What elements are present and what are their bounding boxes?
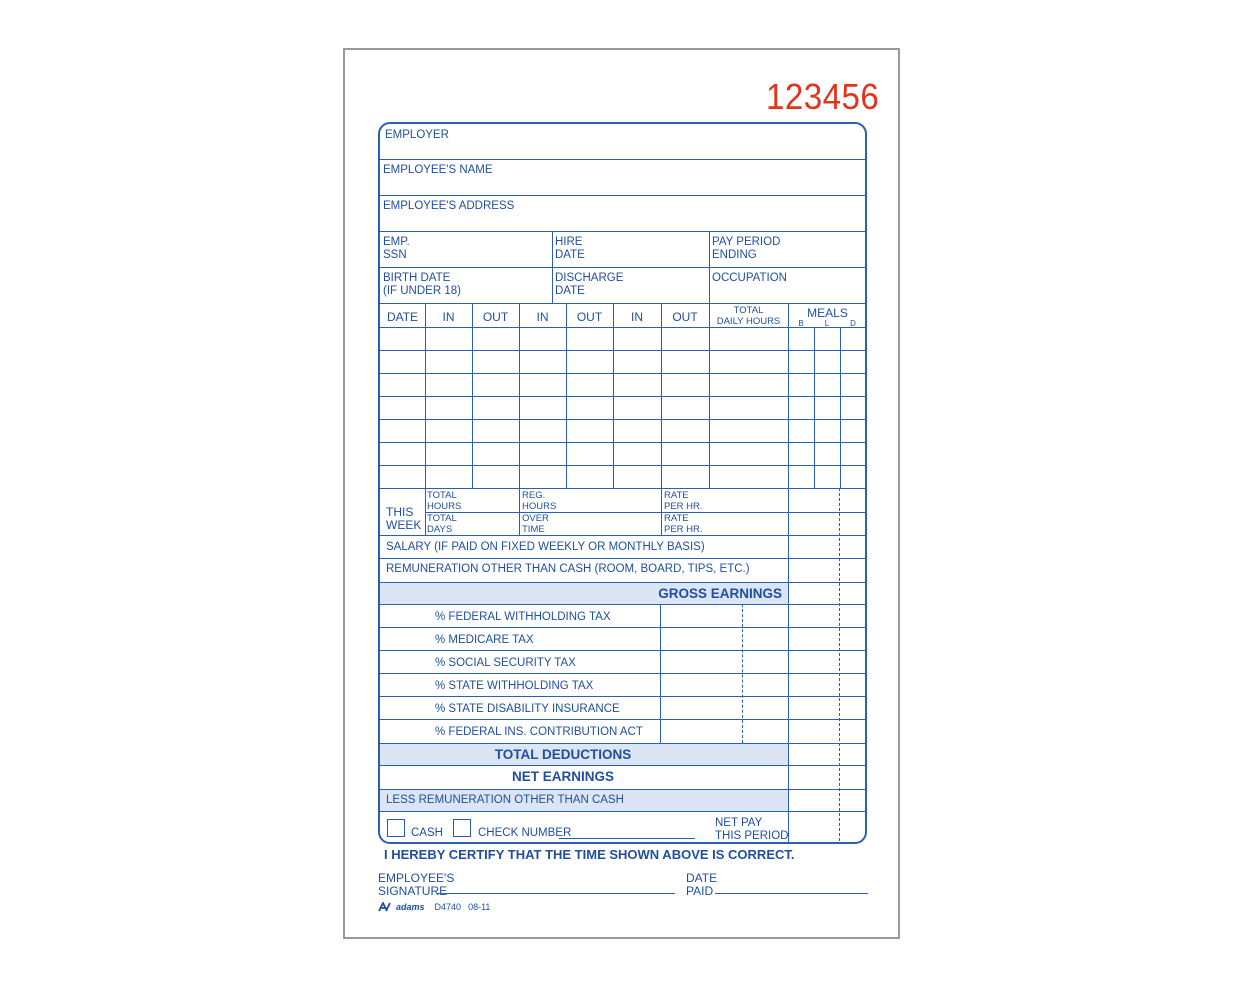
col-date: DATE: [386, 310, 419, 324]
gross-earnings-label: GROSS EARNINGS: [658, 586, 782, 601]
birth-date-label: BIRTH DATE (IF UNDER 18): [383, 272, 461, 297]
col-in-1: IN: [442, 310, 455, 324]
total-days-label: TOTAL DAYS: [427, 513, 457, 535]
col-total-daily-hours: TOTAL DAILY HOURS: [716, 305, 781, 327]
certify-statement: I HEREBY CERTIFY THAT THE TIME SHOWN ABOVE IS CORRECT.: [384, 847, 795, 862]
pay-record-form: [378, 122, 867, 844]
pay-period-ending-label: PAY PERIOD ENDING: [712, 236, 781, 261]
signature-line[interactable]: [437, 893, 675, 894]
serial-number: 123456: [766, 76, 880, 117]
deduction-federal-withholding: % FEDERAL WITHHOLDING TAX: [435, 611, 611, 623]
date-paid-label: DATE PAID: [686, 871, 718, 898]
reg-hours-label: REG. HOURS: [522, 490, 557, 512]
rate-per-hr-1-label: RATE PER HR.: [664, 490, 703, 512]
this-week-label: THIS WEEK: [386, 505, 422, 532]
less-remuneration-label: LESS REMUNERATION OTHER THAN CASH: [386, 794, 624, 806]
total-hours-label: TOTAL HOURS: [427, 490, 462, 512]
meal-b: B: [798, 319, 804, 328]
deduction-fica: % FEDERAL INS. CONTRIBUTION ACT: [435, 726, 643, 738]
col-meals: MEALS: [807, 306, 848, 320]
deduction-state-withholding: % STATE WITHHOLDING TAX: [435, 680, 594, 692]
date-paid-line[interactable]: [715, 893, 868, 894]
employee-name-label: EMPLOYEE'S NAME: [383, 164, 493, 176]
meal-d: D: [850, 319, 856, 328]
remuneration-label: REMUNERATION OTHER THAN CASH (ROOM, BOARD, TIPS, ETC.): [386, 563, 750, 575]
hire-date-label: HIRE DATE: [555, 236, 585, 261]
employer-label: EMPLOYER: [385, 129, 449, 141]
emp-ssn-label: EMP. SSN: [383, 236, 410, 261]
col-out-1: OUT: [482, 310, 509, 324]
cash-label: CASH: [411, 827, 443, 839]
footer: [378, 902, 490, 912]
col-out-3: OUT: [672, 310, 698, 324]
rate-per-hr-2-label: RATE PER HR.: [664, 513, 703, 535]
check-number-line[interactable]: [559, 838, 695, 839]
net-earnings-label: NET EARNINGS: [511, 769, 614, 784]
salary-label: SALARY (IF PAID ON FIXED WEEKLY OR MONTHLY BASIS): [386, 541, 705, 553]
col-in-3: IN: [631, 310, 643, 324]
form-version: 08-11: [468, 902, 491, 912]
col-in-2: IN: [536, 310, 549, 324]
deduction-state-disability: % STATE DISABILITY INSURANCE: [435, 703, 620, 715]
check-checkbox[interactable]: [453, 819, 471, 837]
form-code: D4740: [434, 902, 462, 912]
occupation-label: OCCUPATION: [712, 272, 787, 284]
check-number-label: CHECK NUMBER: [478, 827, 572, 839]
employee-address-label: EMPLOYEE'S ADDRESS: [383, 200, 515, 212]
employee-signature-label: EMPLOYEE'S SIGNATURE: [378, 871, 455, 898]
deduction-medicare: % MEDICARE TAX: [435, 634, 534, 646]
over-time-label: OVER TIME: [522, 513, 549, 535]
discharge-date-label: DISCHARGE DATE: [555, 272, 624, 297]
meal-l: L: [824, 319, 830, 328]
cash-checkbox[interactable]: [387, 819, 405, 837]
col-out-2: OUT: [576, 310, 603, 324]
total-deductions-label: TOTAL DEDUCTIONS: [494, 747, 632, 762]
net-pay-label: NET PAY THIS PERIOD: [715, 817, 789, 842]
brand-name: adams: [396, 902, 425, 912]
adams-logo-icon: [378, 902, 392, 912]
deduction-social-security: % SOCIAL SECURITY TAX: [435, 657, 576, 669]
